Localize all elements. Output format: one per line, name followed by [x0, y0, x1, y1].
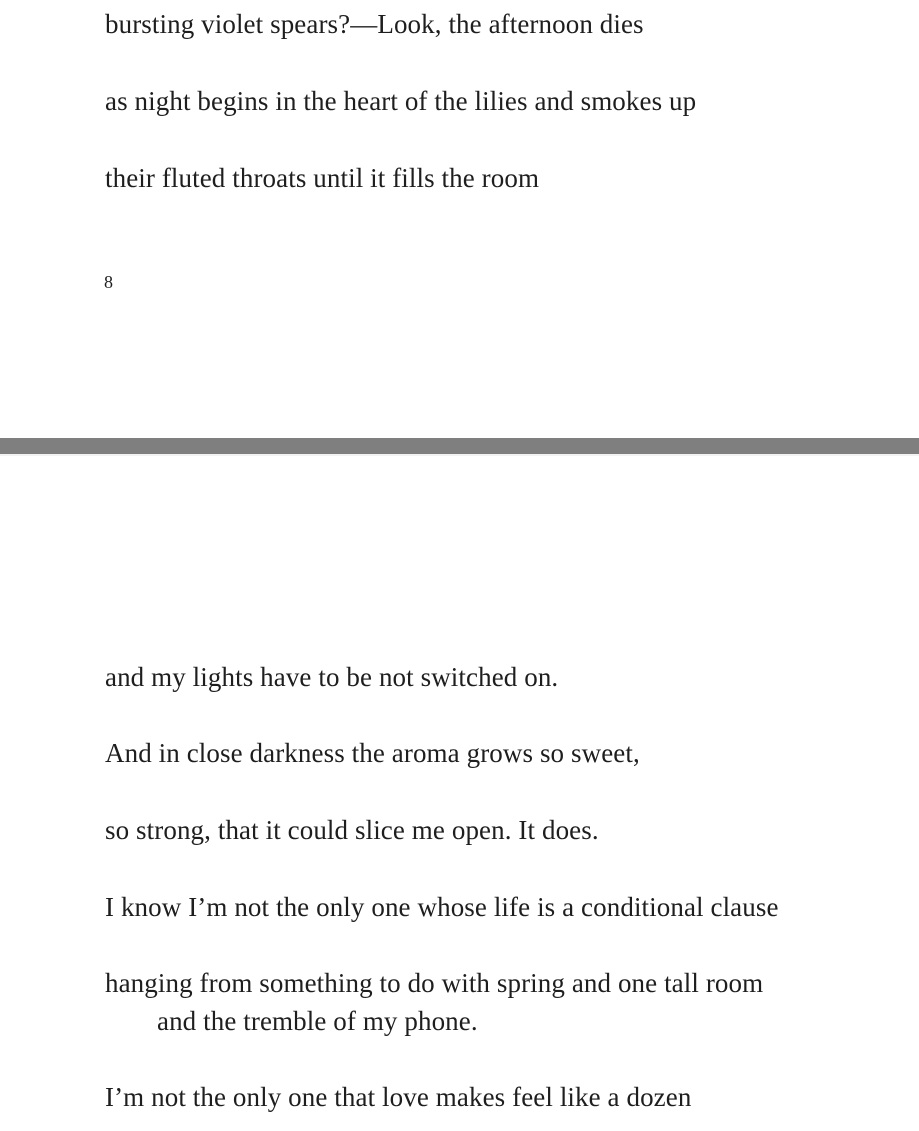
page-number: 8 [104, 272, 113, 292]
poem-line: I know I’m not the only one whose life is a conditional clause [105, 892, 779, 922]
poem-line: hanging from something to do with spring and one tall room [105, 968, 764, 998]
poem-line: so strong, that it could slice me open. It does. [105, 815, 599, 845]
page-top [0, 0, 919, 438]
page-bottom [0, 456, 919, 1131]
poem-line-continuation: and the tremble of my phone. [157, 1006, 478, 1036]
poem-line: as night begins in the heart of the lilies and smokes up [105, 86, 697, 116]
poem-line: their fluted throats until it fills the room [105, 163, 540, 193]
poem-line: bursting violet spears?—Look, the afternoon dies [105, 9, 644, 39]
page-divider [0, 438, 919, 456]
poem-line: and my lights have to be not switched on. [105, 662, 559, 692]
page-break-bar [0, 438, 919, 454]
poem-line: And in close darkness the aroma grows so sweet, [105, 738, 640, 768]
poem-line: I’m not the only one that love makes feel like a dozen [105, 1082, 692, 1112]
